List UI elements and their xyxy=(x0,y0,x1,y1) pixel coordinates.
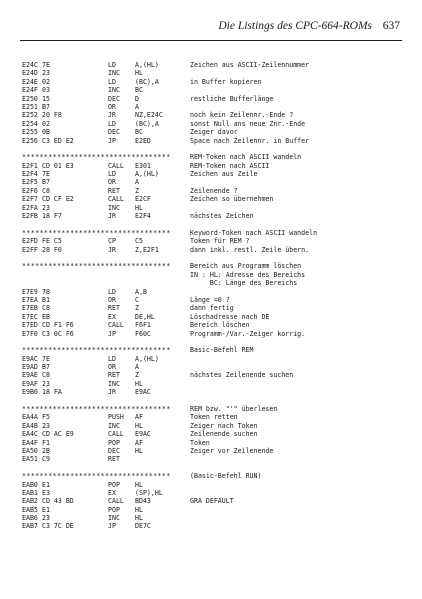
operand: HL xyxy=(135,421,143,430)
mnemonic: POP xyxy=(108,505,120,514)
address: E2FB xyxy=(22,212,38,221)
mnemonic: INC xyxy=(108,379,120,388)
star-separator: ********************************** xyxy=(22,405,171,414)
operand: E9AC xyxy=(135,388,151,397)
section-heading-line xyxy=(22,405,404,413)
operand: AF xyxy=(135,413,143,422)
operand: E2CF xyxy=(135,195,151,204)
address: E251 xyxy=(22,102,38,111)
mnemonic: RET xyxy=(108,304,120,313)
mnemonic: INC xyxy=(108,86,120,95)
operand: F6F1 xyxy=(135,321,151,330)
blank-line xyxy=(22,338,404,346)
code-line xyxy=(22,506,404,514)
code-line xyxy=(22,78,404,86)
running-title: Die Listings des CPC-664-ROMs xyxy=(218,20,372,32)
code-line xyxy=(22,514,404,522)
star-separator: ********************************** xyxy=(22,228,171,237)
operand: F60C xyxy=(135,329,151,338)
comment: Zeichen aus Zeile xyxy=(190,170,258,179)
code-line xyxy=(22,128,404,136)
code-line xyxy=(22,363,404,371)
mnemonic: INC xyxy=(108,203,120,212)
blank-line xyxy=(22,145,404,153)
address: E2F1 xyxy=(22,161,38,170)
address: E7ED xyxy=(22,321,38,330)
operand: E301 xyxy=(135,161,151,170)
star-separator: ********************************** xyxy=(22,346,171,355)
mnemonic: CALL xyxy=(108,497,124,506)
code-line xyxy=(22,162,404,170)
operand: Z xyxy=(135,304,139,313)
opcode-bytes: 20 F8 xyxy=(42,111,62,120)
operand: BC xyxy=(135,86,143,95)
address: E9AE xyxy=(22,371,38,380)
address: EA50 xyxy=(22,446,38,455)
mnemonic: LD xyxy=(108,287,116,296)
code-line xyxy=(22,103,404,111)
mnemonic: OR xyxy=(108,295,116,304)
comment: Programm-/Var.-Zeiger korrig. xyxy=(190,329,306,338)
opcode-bytes: 18 F7 xyxy=(42,212,62,221)
comment: Zeiger davor xyxy=(190,128,238,137)
comment: Zeichen aus ASCII-Zeilennummer xyxy=(190,61,310,69)
mnemonic: PUSH xyxy=(108,413,124,422)
code-line xyxy=(22,481,404,489)
operand: HL xyxy=(135,203,143,212)
code-line xyxy=(22,212,404,220)
opcode-bytes: 23 xyxy=(42,421,50,430)
mnemonic: LD xyxy=(108,77,116,86)
code-line xyxy=(22,430,404,438)
section-title: REM-Token nach ASCII wandeln xyxy=(190,153,302,162)
comment: Zeilenende suchen xyxy=(190,430,258,439)
address: E24E xyxy=(22,77,38,86)
code-line xyxy=(22,137,404,145)
opcode-bytes: C9 xyxy=(42,455,50,464)
opcode-bytes: 23 xyxy=(42,203,50,212)
address: E7F0 xyxy=(22,329,38,338)
opcode-bytes: CD CF E2 xyxy=(42,195,74,204)
operand: A,(HL) xyxy=(135,354,159,363)
operand: HL xyxy=(135,446,143,455)
operand: HL xyxy=(135,379,143,388)
operand: HL xyxy=(135,514,143,523)
code-line xyxy=(22,497,404,505)
address: E9AC xyxy=(22,354,38,363)
code-line xyxy=(22,371,404,379)
opcode-bytes: E3 xyxy=(42,488,50,497)
code-line xyxy=(22,61,404,69)
mnemonic: INC xyxy=(108,69,120,78)
address: E24F xyxy=(22,86,38,95)
parameter-note-line xyxy=(22,271,404,279)
page-number: 637 xyxy=(382,20,400,32)
code-line xyxy=(22,69,404,77)
comment: nächstes Zeilenende suchen xyxy=(190,371,294,380)
code-line xyxy=(22,489,404,497)
blank-line xyxy=(22,397,404,405)
code-line xyxy=(22,246,404,254)
mnemonic: LD xyxy=(108,354,116,363)
code-line xyxy=(22,321,404,329)
address: E9AD xyxy=(22,363,38,372)
comment: Zeiger nach Token xyxy=(190,421,258,430)
operand: Z,E2F1 xyxy=(135,245,159,254)
opcode-bytes: 28 F0 xyxy=(42,245,62,254)
section-title: Bereich aus Programm löschen xyxy=(190,262,302,271)
mnemonic: POP xyxy=(108,438,120,447)
comment: nächstes Zeichen xyxy=(190,212,254,221)
mnemonic: JR xyxy=(108,111,116,120)
mnemonic: LD xyxy=(108,61,116,69)
operand: Z xyxy=(135,186,139,195)
opcode-bytes: 15 xyxy=(42,94,50,103)
opcode-bytes: E1 xyxy=(42,505,50,514)
opcode-bytes: B7 xyxy=(42,363,50,372)
address: E9AF xyxy=(22,379,38,388)
opcode-bytes: B1 xyxy=(42,295,50,304)
operand: HL xyxy=(135,69,143,78)
mnemonic: CALL xyxy=(108,195,124,204)
comment: in Buffer kopieren xyxy=(190,77,262,86)
address: EA4A xyxy=(22,413,38,422)
code-line xyxy=(22,455,404,463)
code-line xyxy=(22,195,404,203)
address: E2FD xyxy=(22,237,38,246)
address: E255 xyxy=(22,128,38,137)
operand: A xyxy=(135,178,139,187)
opcode-bytes: F5 xyxy=(42,413,50,422)
code-line xyxy=(22,313,404,321)
comment: Token retten xyxy=(190,413,238,422)
code-line xyxy=(22,413,404,421)
page-header xyxy=(0,20,422,40)
operand: E9AC xyxy=(135,430,151,439)
opcode-bytes: C8 xyxy=(42,186,50,195)
star-separator: ********************************** xyxy=(22,153,171,162)
code-line xyxy=(22,355,404,363)
mnemonic: DEC xyxy=(108,128,120,137)
address: E7E9 xyxy=(22,287,38,296)
comment: Zeiger vor Zeilenende xyxy=(190,446,274,455)
address: E2F4 xyxy=(22,170,38,179)
mnemonic: EX xyxy=(108,488,116,497)
mnemonic: RET xyxy=(108,455,120,464)
operand: DE,HL xyxy=(135,312,155,321)
section-heading-line xyxy=(22,229,404,237)
code-line xyxy=(22,237,404,245)
opcode-bytes: 78 xyxy=(42,287,50,296)
code-line xyxy=(22,120,404,128)
code-line xyxy=(22,86,404,94)
address: EAB0 xyxy=(22,480,38,489)
mnemonic: INC xyxy=(108,421,120,430)
opcode-bytes: C8 xyxy=(42,371,50,380)
comment: Space nach Zeilennr. in Buffer xyxy=(190,136,310,145)
opcode-bytes: 2B xyxy=(42,446,50,455)
code-line xyxy=(22,178,404,186)
opcode-bytes: B7 xyxy=(42,178,50,187)
mnemonic: CALL xyxy=(108,430,124,439)
mnemonic: DEC xyxy=(108,94,120,103)
opcode-bytes: 23 xyxy=(42,379,50,388)
opcode-bytes: EB xyxy=(42,312,50,321)
opcode-bytes: 7E xyxy=(42,170,50,179)
opcode-bytes: F1 xyxy=(42,438,50,447)
section-title: Basic-Befehl REM xyxy=(190,346,254,355)
comment: REM-Token nach ASCII xyxy=(190,161,270,170)
section-heading-line xyxy=(22,262,404,270)
parameter-note: IN : HL: Adresse des Bereichs xyxy=(190,270,306,279)
section-heading-line xyxy=(22,153,404,161)
operand: (SP),HL xyxy=(135,488,163,497)
mnemonic: JR xyxy=(108,245,116,254)
section-title: REM bzw. "'" überlesen xyxy=(190,405,278,414)
code-line xyxy=(22,288,404,296)
address: E7EA xyxy=(22,295,38,304)
comment: dann fertig xyxy=(190,304,234,313)
address: E2F7 xyxy=(22,195,38,204)
operand: A,(HL) xyxy=(135,170,159,179)
operand: A xyxy=(135,363,139,372)
comment: dann inkl. restl. Zeile übern. xyxy=(190,245,310,254)
operand: A,(HL) xyxy=(135,61,159,69)
address: EA4F xyxy=(22,438,38,447)
address: EAB1 xyxy=(22,488,38,497)
mnemonic: RET xyxy=(108,371,120,380)
star-separator: ********************************** xyxy=(22,472,171,481)
code-line xyxy=(22,304,404,312)
operand: A xyxy=(135,102,139,111)
mnemonic: LD xyxy=(108,170,116,179)
comment: Länge =0 ? xyxy=(190,295,230,304)
operand: BC xyxy=(135,128,143,137)
comment: noch kein Zeilennr.-Ende ? xyxy=(190,111,294,120)
address: EA4B xyxy=(22,421,38,430)
opcode-bytes: CD 43 BD xyxy=(42,497,74,506)
code-line xyxy=(22,95,404,103)
mnemonic: OR xyxy=(108,178,116,187)
mnemonic: RET xyxy=(108,186,120,195)
mnemonic: EX xyxy=(108,312,116,321)
address: E24C xyxy=(22,61,38,69)
address: E2F5 xyxy=(22,178,38,187)
address: E2F6 xyxy=(22,186,38,195)
address: EAB2 xyxy=(22,497,38,506)
opcode-bytes: FE C5 xyxy=(42,237,62,246)
operand: D xyxy=(135,94,139,103)
opcode-bytes: CD F1 F6 xyxy=(42,321,74,330)
section-title: Keyword-Token nach ASCII wandeln xyxy=(190,228,318,237)
code-line xyxy=(22,111,404,119)
address: E2FA xyxy=(22,203,38,212)
address: E254 xyxy=(22,119,38,128)
comment: Token xyxy=(190,438,210,447)
code-line xyxy=(22,170,404,178)
mnemonic: OR xyxy=(108,363,116,372)
parameter-note: BC: Länge des Bereichs xyxy=(190,279,298,288)
code-line xyxy=(22,522,404,530)
operand: E2F4 xyxy=(135,212,151,221)
operand: C xyxy=(135,295,139,304)
mnemonic: CALL xyxy=(108,321,124,330)
address: EA51 xyxy=(22,455,38,464)
mnemonic: JR xyxy=(108,388,116,397)
mnemonic: LD xyxy=(108,119,116,128)
address: E7EB xyxy=(22,304,38,313)
star-separator: ********************************** xyxy=(22,262,171,271)
address: EA4C xyxy=(22,430,38,439)
mnemonic: CALL xyxy=(108,161,124,170)
header-rule xyxy=(20,40,402,41)
address: E252 xyxy=(22,111,38,120)
mnemonic: JR xyxy=(108,212,116,221)
opcode-bytes: 23 xyxy=(42,69,50,78)
comment: Löschadresse nach DE xyxy=(190,312,270,321)
mnemonic: CP xyxy=(108,237,116,246)
comment: Bereich löschen xyxy=(190,321,250,330)
operand: DE7C xyxy=(135,522,151,531)
section-heading-line xyxy=(22,472,404,480)
opcode-bytes: 0B xyxy=(42,128,50,137)
code-line xyxy=(22,422,404,430)
operand: (BC),A xyxy=(135,77,159,86)
comment: Zeilenende ? xyxy=(190,186,238,195)
opcode-bytes: C8 xyxy=(42,304,50,313)
section-heading-line xyxy=(22,346,404,354)
opcode-bytes: 02 xyxy=(42,119,50,128)
blank-line xyxy=(22,220,404,228)
code-line xyxy=(22,447,404,455)
opcode-bytes: 7E xyxy=(42,61,50,69)
operand: A,B xyxy=(135,287,147,296)
parameter-note-line xyxy=(22,279,404,287)
assembly-listing xyxy=(22,61,404,531)
opcode-bytes: 02 xyxy=(42,77,50,86)
opcode-bytes: 23 xyxy=(42,514,50,523)
code-line xyxy=(22,380,404,388)
operand: HL xyxy=(135,480,143,489)
comment: Zeichen so übernehmen xyxy=(190,195,274,204)
section-title: (Basic-Befehl RUN) xyxy=(190,472,262,481)
opcode-bytes: 18 FA xyxy=(42,388,62,397)
opcode-bytes: CD 01 E3 xyxy=(42,161,74,170)
address: E9B0 xyxy=(22,388,38,397)
comment: restliche Bufferlänge xyxy=(190,94,274,103)
mnemonic: JP xyxy=(108,136,116,145)
opcode-bytes: C3 0C F6 xyxy=(42,329,74,338)
operand: (BC),A xyxy=(135,119,159,128)
code-line xyxy=(22,187,404,195)
code-line xyxy=(22,296,404,304)
opcode-bytes: C3 7C DE xyxy=(42,522,74,531)
address: E256 xyxy=(22,136,38,145)
operand: E2ED xyxy=(135,136,151,145)
mnemonic: INC xyxy=(108,514,120,523)
operand: AF xyxy=(135,438,143,447)
address: EAB6 xyxy=(22,514,38,523)
operand: Z xyxy=(135,371,139,380)
blank-line xyxy=(22,464,404,472)
opcode-bytes: C3 ED E2 xyxy=(42,136,74,145)
opcode-bytes: 7E xyxy=(42,354,50,363)
comment: sonst Null ans neue Znr.-Ende xyxy=(190,119,306,128)
mnemonic: JP xyxy=(108,329,116,338)
code-line xyxy=(22,204,404,212)
mnemonic: DEC xyxy=(108,446,120,455)
operand: C5 xyxy=(135,237,143,246)
opcode-bytes: B7 xyxy=(42,102,50,111)
address: E7EC xyxy=(22,312,38,321)
opcode-bytes: CD AC E9 xyxy=(42,430,74,439)
code-line xyxy=(22,330,404,338)
address: EAB5 xyxy=(22,505,38,514)
address: E24D xyxy=(22,69,38,78)
address: E250 xyxy=(22,94,38,103)
blank-line xyxy=(22,254,404,262)
opcode-bytes: 03 xyxy=(42,86,50,95)
comment: Token für REM ? xyxy=(190,237,250,246)
address: E2FF xyxy=(22,245,38,254)
comment: GRA DEFAULT xyxy=(190,497,234,506)
operand: BD43 xyxy=(135,497,151,506)
operand: HL xyxy=(135,505,143,514)
address: EAB7 xyxy=(22,522,38,531)
operand: NZ,E24C xyxy=(135,111,163,120)
mnemonic: JP xyxy=(108,522,116,531)
mnemonic: POP xyxy=(108,480,120,489)
code-line xyxy=(22,388,404,396)
opcode-bytes: E1 xyxy=(42,480,50,489)
code-line xyxy=(22,439,404,447)
mnemonic: OR xyxy=(108,102,116,111)
